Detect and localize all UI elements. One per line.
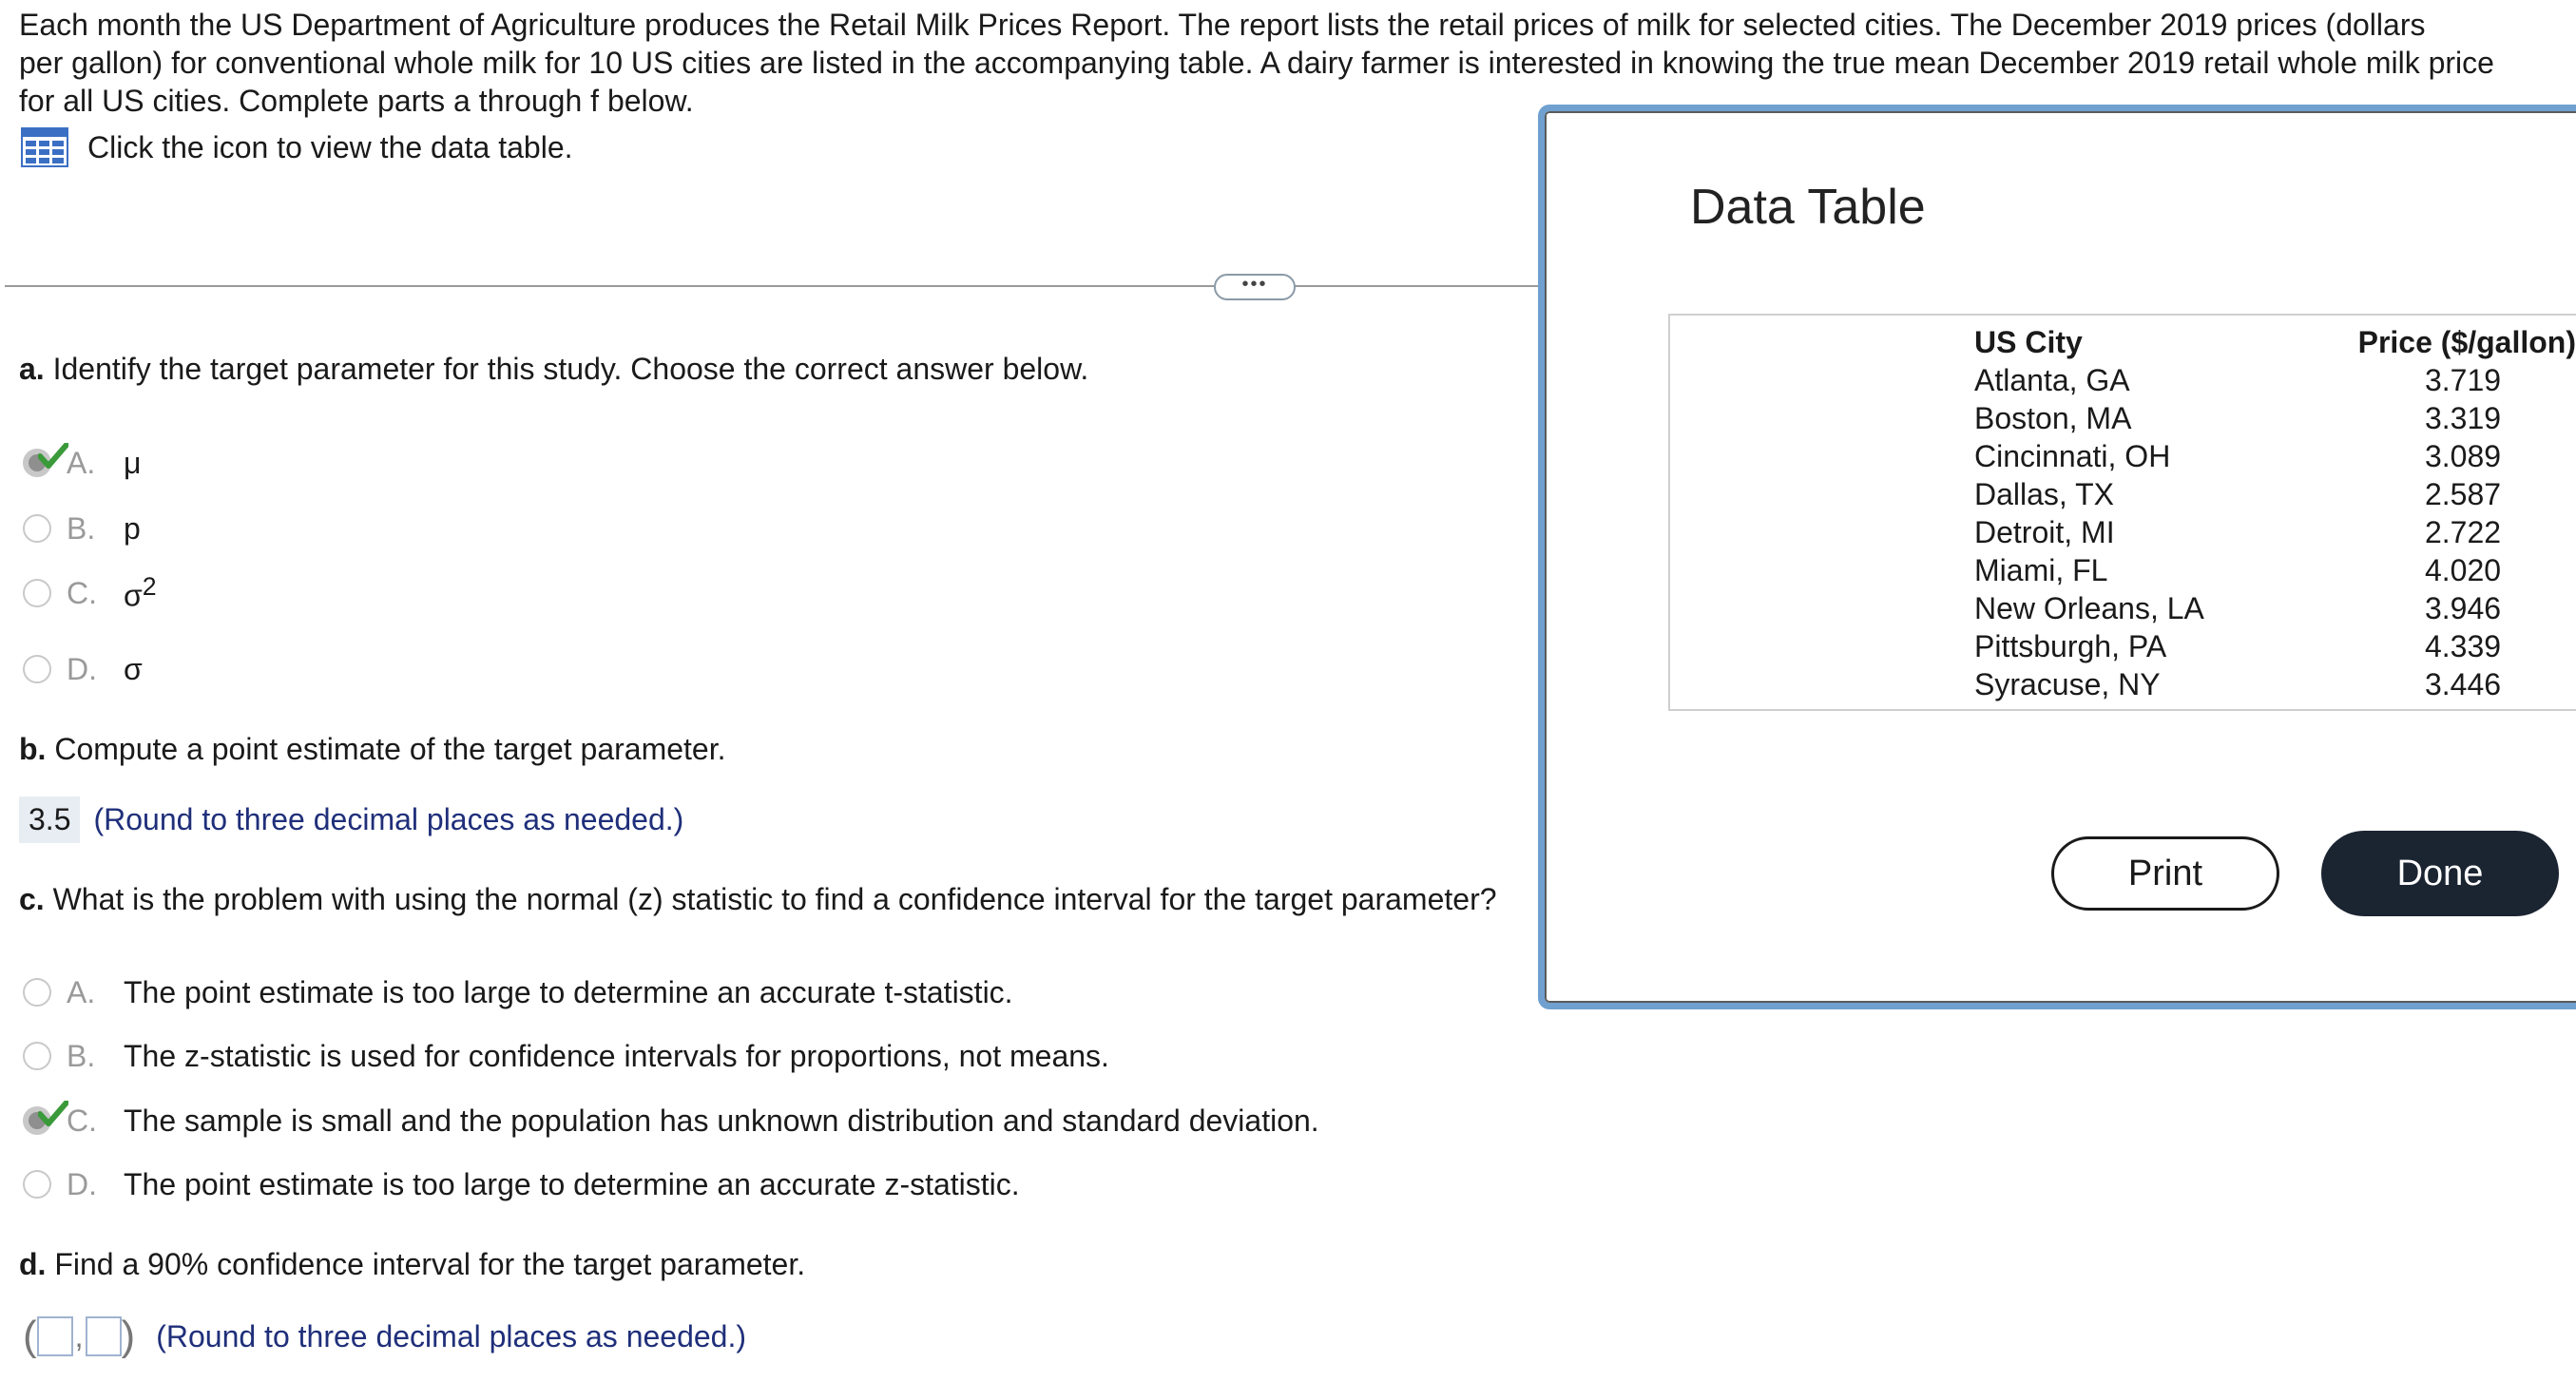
city-cell: Boston, MA (1974, 401, 2132, 435)
part-d-question (19, 1247, 805, 1282)
option-letter: A. (67, 974, 96, 1009)
part-c-text: What is the problem with using the normal (z) statistic to find a confidence interval for the target parameter? (52, 882, 1497, 916)
rounding-hint: (Round to three decimal places as needed.) (156, 1318, 747, 1353)
option-letter: D. (67, 1166, 97, 1201)
part-b-text: Compute a point estimate of the target parameter. (54, 732, 726, 766)
print-button[interactable]: Print (2051, 836, 2279, 911)
part-a-option-c[interactable] (23, 572, 157, 614)
option-text-sigma-squared (124, 572, 157, 614)
table-row (1974, 551, 2576, 589)
city-cell: Cincinnati, OH (1974, 439, 2171, 473)
part-c-label: c. (19, 882, 45, 916)
view-data-table-label[interactable]: Click the icon to view the data table. (87, 129, 573, 164)
header-price: Price ($/gallon) (2357, 325, 2576, 359)
point-estimate-value[interactable]: 3.5 (19, 797, 80, 843)
part-b-label: b. (19, 732, 47, 766)
option-text: The sample is small and the population has unknown distribution and standard deviation. (124, 1103, 1319, 1138)
price-cell: 3.719 (2424, 363, 2502, 397)
part-a-option-a[interactable] (23, 442, 141, 484)
upper-bound-input[interactable] (86, 1316, 122, 1356)
part-c-option-a[interactable] (23, 971, 1013, 1013)
close-paren: ) (121, 1313, 136, 1359)
table-row (1974, 665, 2576, 703)
intro-line-2: per gallon) for conventional whole milk for 10 US cities are listed in the accompanying table. A dairy farmer is interested in knowing the true mean December 2019 retail whole milk price (19, 46, 2494, 80)
part-d-label: d. (19, 1247, 47, 1281)
rounding-hint: (Round to three decimal places as needed.) (93, 802, 684, 836)
table-row (1974, 475, 2576, 513)
checkmark-icon (38, 443, 68, 470)
intro-line-1: Each month the US Department of Agriculture produces the Retail Milk Prices Report. The report lists the retail prices of milk for selected cities. The December 2019 prices (dollars (19, 8, 2426, 42)
radio-button[interactable] (23, 978, 51, 1007)
comma: , (74, 1318, 84, 1353)
part-a-option-b[interactable] (23, 508, 141, 549)
city-cell: Syracuse, NY (1974, 667, 2161, 701)
option-letter: A. (67, 445, 96, 480)
radio-selected[interactable] (23, 1106, 51, 1135)
intro-line-3: for all US cities. Complete parts a through f below. (19, 84, 694, 118)
city-cell: Atlanta, GA (1974, 363, 2130, 397)
city-cell: Dallas, TX (1974, 477, 2115, 511)
price-cell: 4.339 (2424, 629, 2502, 663)
part-a-question (19, 352, 1088, 387)
sigma-symbol: σ (124, 578, 143, 613)
option-text-sigma: σ (124, 651, 143, 686)
checkmark-icon (38, 1101, 68, 1127)
table-row (1974, 361, 2576, 399)
part-b-question (19, 732, 726, 767)
city-cell: New Orleans, LA (1974, 591, 2204, 625)
radio-button[interactable] (23, 1042, 51, 1070)
table-row (1974, 513, 2576, 551)
table-row (1974, 589, 2576, 627)
problem-intro (19, 6, 2566, 120)
part-b-answer (19, 797, 683, 843)
table-header-row (1974, 323, 2576, 361)
price-cell: 4.020 (2424, 553, 2502, 587)
option-letter: B. (67, 510, 96, 546)
part-c-option-b[interactable] (23, 1035, 1109, 1077)
option-text-p: p (124, 510, 141, 546)
radio-button[interactable] (23, 579, 51, 607)
option-text-mu: μ (124, 445, 142, 480)
modal-title: Data Table (1690, 180, 1926, 235)
city-cell: Miami, FL (1974, 553, 2108, 587)
view-data-table-link[interactable] (21, 127, 573, 167)
price-cell: 3.089 (2424, 439, 2502, 473)
part-a-option-d[interactable] (23, 648, 143, 690)
table-row (1974, 437, 2576, 475)
price-cell: 2.587 (2424, 477, 2502, 511)
radio-button[interactable] (23, 655, 51, 683)
price-cell: 3.446 (2424, 667, 2502, 701)
option-letter: C. (67, 1103, 97, 1138)
option-letter: B. (67, 1038, 96, 1073)
done-button[interactable]: Done (2321, 831, 2559, 916)
table-row (1974, 627, 2576, 665)
city-cell: Detroit, MI (1974, 515, 2115, 549)
section-divider (5, 285, 1540, 287)
data-table (1974, 323, 2576, 703)
price-cell: 3.946 (2424, 591, 2502, 625)
grid-table-icon[interactable] (21, 127, 68, 167)
confidence-interval-input (23, 1315, 746, 1357)
table-row (1974, 399, 2576, 437)
city-cell: Pittsburgh, PA (1974, 629, 2167, 663)
price-cell: 3.319 (2424, 401, 2502, 435)
part-c-option-c[interactable] (23, 1100, 1319, 1142)
more-button[interactable]: ••• (1214, 274, 1296, 300)
option-text: The point estimate is too large to determine an accurate t-statistic. (124, 974, 1013, 1009)
radio-selected[interactable] (23, 449, 51, 477)
exponent: 2 (142, 572, 157, 602)
price-cell: 2.722 (2424, 515, 2502, 549)
lower-bound-input[interactable] (37, 1316, 73, 1356)
option-letter: C. (67, 575, 97, 610)
radio-button[interactable] (23, 1170, 51, 1199)
part-a-label: a. (19, 352, 45, 386)
part-a-text: Identify the target parameter for this study. Choose the correct answer below. (52, 352, 1089, 386)
part-d-text: Find a 90% confidence interval for the target parameter. (54, 1247, 806, 1281)
option-text: The point estimate is too large to determine an accurate z-statistic. (124, 1166, 1020, 1201)
part-c-option-d[interactable] (23, 1163, 1020, 1205)
option-text: The z-statistic is used for confidence intervals for proportions, not means. (124, 1038, 1109, 1073)
header-us-city: US City (1974, 325, 2083, 359)
part-c-question (19, 882, 1497, 917)
option-letter: D. (67, 651, 97, 686)
radio-button[interactable] (23, 514, 51, 543)
open-paren: ( (23, 1313, 37, 1359)
